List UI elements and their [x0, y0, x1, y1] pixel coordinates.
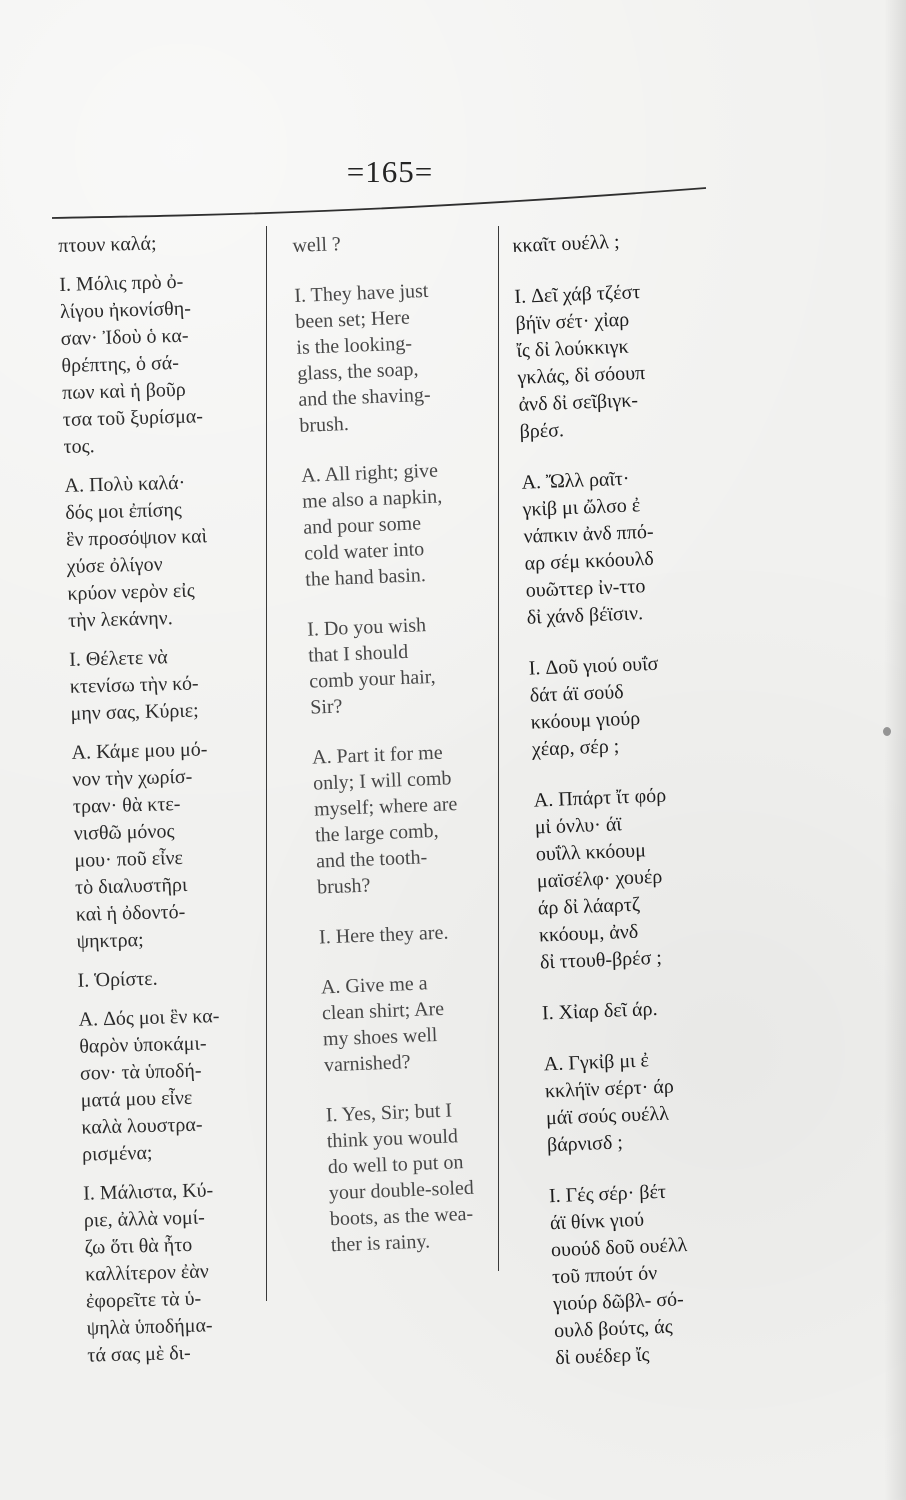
english-column	[292, 225, 547, 1304]
greek-entry: A. Δός μοι ἓν κα- θαρὸν ὑποκάμι- σον· τὰ ὑποδή- ματά μου εἶνε καλὰ λουστρα- ρισμένα;	[78, 1005, 220, 1166]
phonetic-entry: A. Ὤλλ ραῖτ· γκἰβ μι ὤλσο ἐ νάπκιν ἀνδ ππό- αρ σέμ κκόουλδ ουῶττερ ἰν-ττο δἰ χάνδ βέϊσιν.	[521, 467, 655, 629]
english-entry: well ?	[292, 233, 342, 257]
greek-entry: I. Μάλιστα, Κύ- ριε, ἀλλὰ νομί- ζω ὅτι θὰ ἦτο καλλίτερον ἐὰν ἐφορεῖτε τὰ ὑ- ψηλὰ ὑποδήμα- τά σας μὲ δι-	[82, 1179, 214, 1367]
greek-entry: A. Πολὺ καλά· δός μοι ἐπίσης ἓν προσόψιον καὶ χύσε ὀλίγον κρύον νερὸν εἰς τὴν λεκάνην.	[64, 471, 208, 632]
greek-entry: A. Κάμε μου μό- νον τὴν χωρίσ- τραν· θὰ κτε- νισθῶ μόνος μου· ποῦ εἶνε τὸ διαλυστῆρι καὶ ἡ ὀδοντό- ψηκτρα;	[71, 738, 208, 953]
english-entry: I. They have just been set; Here is the looking- glass, the soap, and the shaving- brush.	[293, 279, 431, 437]
english-entry: A. Give me a clean shirt; Are my shoes well varnished?	[320, 972, 445, 1077]
phonetic-entry: A. Γγκἰβ μι ἐ κκλήϊν σέρτ· άρ μάϊ σούς ουέλλ βάρνισδ ;	[543, 1049, 675, 1157]
greek-entry: I. Ὁρίστε.	[77, 967, 158, 992]
greek-entry: πτουν καλά;	[58, 232, 157, 257]
ink-speck	[883, 727, 891, 736]
english-entry: A. Part it for me only; I will comb myself; where are the large comb, and the tooth- brush?	[311, 741, 458, 899]
page-edge-shadow	[884, 0, 906, 1500]
phonetic-entry: I. Γές σέρ· βέτ άϊ θίνκ γιού ουούδ δοῦ ουέλλ τοῦ ππούτ όν γιούρ δῶβλ- σό- ουλδ βούτς, άς δἰ ουέδερ ἴς	[548, 1180, 688, 1370]
phonetic-column	[512, 224, 783, 1370]
page-number: =165=	[346, 154, 434, 189]
english-entry: A. All right; give me also a napkin, and pour some cold water into the hand basin.	[300, 459, 443, 591]
greek-column	[58, 227, 298, 1367]
greek-entry: I. Μόλις πρὸ ὀ- λίγου ἠκονίσθη- σαν· Ἰδοὺ ὁ κα- θρέπτης, ὁ σά- πων καὶ ἡ βοῦρ τσα τοῦ ξυρίσμα- τος.	[59, 270, 204, 458]
english-entry: I. Yes, Sir; but I think you would do well to put on your double-soled boots, as the wea- ther is rainy.	[325, 1099, 475, 1257]
phonetic-entry: I. Δοῦ γιού ουΐσ δάτ άϊ σούδ κκόουμ γιούρ χέαρ, σέρ ;	[528, 652, 659, 761]
english-entry: I. Here they are.	[318, 921, 449, 949]
phonetic-entry: A. Ππάρτ ἴτ φόρ μἰ όνλυ· άϊ ουΐλλ κκόουμ μαϊσέλφ· χουέρ άρ δἰ λάαρτζ κκόουμ, ἀνδ δἰ ττουθ-βρέσ ;	[533, 784, 667, 974]
phonetic-entry: I. Χἰαρ δεῖ άρ.	[541, 997, 658, 1025]
english-entry: I. Do you wish that I should comb your hair, Sir?	[306, 614, 436, 719]
phonetic-entry: I. Δεῖ χάβ τζέστ βήϊν σέτ· χἰαρ ἴς δἰ λούκκιγκ γκλάς, δἰ σόουπ ἀνδ δἰ σεῖβιγκ- βρέσ.	[514, 281, 646, 443]
greek-entry: I. Θέλετε νὰ κτενίσω τὴν κό- μην σας, Κύριε;	[68, 646, 199, 725]
phonetic-entry: κκαῖτ ουέλλ ;	[512, 230, 620, 257]
